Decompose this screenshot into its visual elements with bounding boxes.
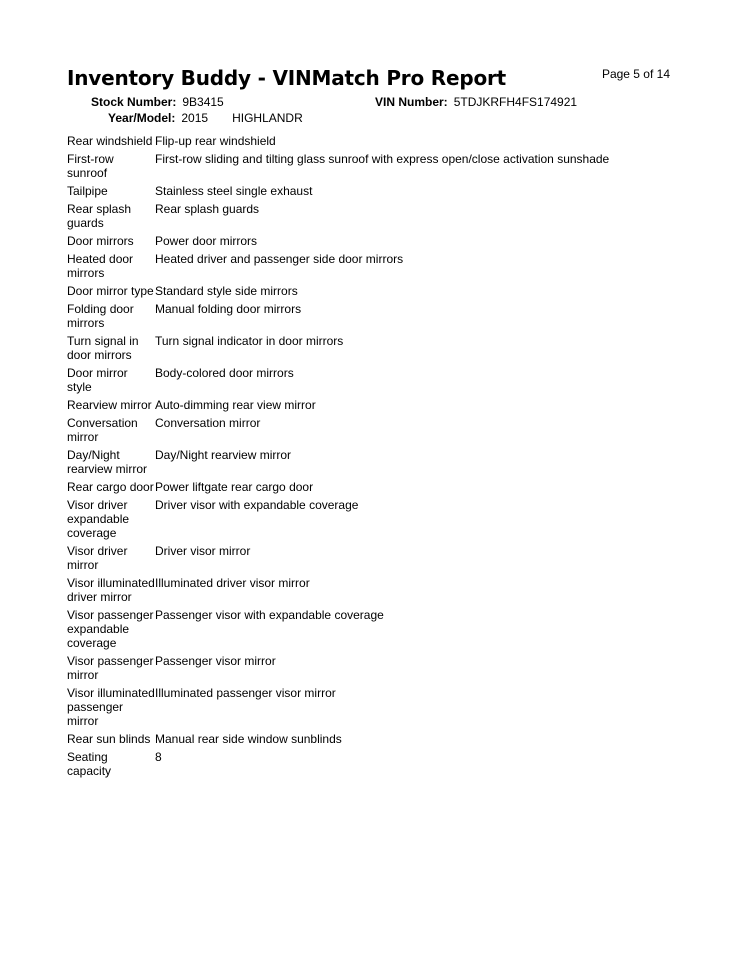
spec-name: Turn signal in door mirrors <box>67 334 139 362</box>
spec-value: Driver visor with expandable coverage <box>155 498 359 512</box>
spec-row <box>67 750 687 778</box>
stock-number <box>91 95 224 109</box>
year-model-label: Year/Model: <box>108 111 176 125</box>
spec-row <box>67 234 687 248</box>
spec-name: Seating capacity <box>67 750 112 778</box>
spec-value: Passenger visor mirror <box>155 654 276 668</box>
spec-value: Auto-dimming rear view mirror <box>155 398 316 412</box>
spec-value: Turn signal indicator in door mirrors <box>155 334 344 348</box>
spec-name: Conversation mirror <box>67 416 138 444</box>
spec-value: Illuminated driver visor mirror <box>155 576 310 590</box>
spec-value: 8 <box>155 750 162 764</box>
spec-name: Visor driver expandable coverage <box>67 498 130 540</box>
spec-value: Standard style side mirrors <box>155 284 298 298</box>
spec-row <box>67 480 687 494</box>
spec-value: Power liftgate rear cargo door <box>155 480 314 494</box>
spec-value: Illuminated passenger visor mirror <box>155 686 336 700</box>
spec-value: Driver visor mirror <box>155 544 251 558</box>
year-value: 2015 <box>181 111 209 125</box>
spec-row <box>67 184 687 198</box>
spec-list <box>67 134 687 782</box>
spec-value: Conversation mirror <box>155 416 261 430</box>
spec-value: Passenger visor with expandable coverage <box>155 608 384 622</box>
spec-name: Rear windshield <box>67 134 153 148</box>
spec-name: Visor illuminated passenger mirror <box>67 686 155 728</box>
spec-row <box>67 416 687 444</box>
spec-value: Manual rear side window sunblinds <box>155 732 342 746</box>
spec-value: Flip-up rear windshield <box>155 134 276 148</box>
year-model <box>108 111 303 125</box>
spec-row <box>67 152 687 180</box>
spec-value: Heated driver and passenger side door mirrors <box>155 252 404 266</box>
spec-row <box>67 654 687 682</box>
spec-name: Visor passenger expandable coverage <box>67 608 154 650</box>
spec-row <box>67 686 687 728</box>
vin-number-value: 5TDJKRFH4FS174921 <box>453 95 578 109</box>
spec-name: Door mirror style <box>67 366 128 394</box>
spec-name: Rear sun blinds <box>67 732 151 746</box>
spec-name: Door mirrors <box>67 234 134 248</box>
spec-name: Rear splash guards <box>67 202 132 230</box>
spec-row <box>67 252 687 280</box>
spec-name: Rear cargo door <box>67 480 154 494</box>
vin-number <box>375 95 577 109</box>
stock-number-label: Stock Number: <box>91 95 177 109</box>
spec-row <box>67 284 687 298</box>
spec-name: Visor driver mirror <box>67 544 128 572</box>
spec-value: Power door mirrors <box>155 234 258 248</box>
report-title: Inventory Buddy - VINMatch Pro Report <box>67 66 507 90</box>
spec-row <box>67 302 687 330</box>
spec-name: Visor illuminated driver mirror <box>67 576 155 604</box>
spec-row <box>67 366 687 394</box>
spec-row <box>67 334 687 362</box>
spec-value: Day/Night rearview mirror <box>155 448 292 462</box>
spec-row <box>67 202 687 230</box>
spec-row <box>67 608 687 650</box>
spec-value: Rear splash guards <box>155 202 260 216</box>
vin-number-label: VIN Number: <box>375 95 448 109</box>
spec-row <box>67 498 687 540</box>
spec-name: Day/Night rearview mirror <box>67 448 148 476</box>
spec-row <box>67 448 687 476</box>
spec-value: Body-colored door mirrors <box>155 366 294 380</box>
spec-name: Tailpipe <box>67 184 108 198</box>
page-number: Page 5 of 14 <box>601 67 670 81</box>
spec-row <box>67 732 687 746</box>
spec-name: Folding door mirrors <box>67 302 134 330</box>
spec-name: Door mirror type <box>67 284 154 298</box>
spec-value: First-row sliding and tilting glass sunroof with express open/close activation sunshade <box>155 152 610 166</box>
spec-value: Manual folding door mirrors <box>155 302 302 316</box>
stock-number-value: 9B3415 <box>182 95 224 109</box>
model-value: HIGHLANDR <box>232 111 303 125</box>
spec-row <box>67 576 687 604</box>
spec-row <box>67 134 687 148</box>
spec-name: Visor passenger mirror <box>67 654 154 682</box>
spec-name: Rearview mirror <box>67 398 152 412</box>
spec-row <box>67 544 687 572</box>
spec-name: Heated door mirrors <box>67 252 134 280</box>
spec-value: Stainless steel single exhaust <box>155 184 313 198</box>
spec-row <box>67 398 687 412</box>
spec-name: First-row sunroof <box>67 152 114 180</box>
